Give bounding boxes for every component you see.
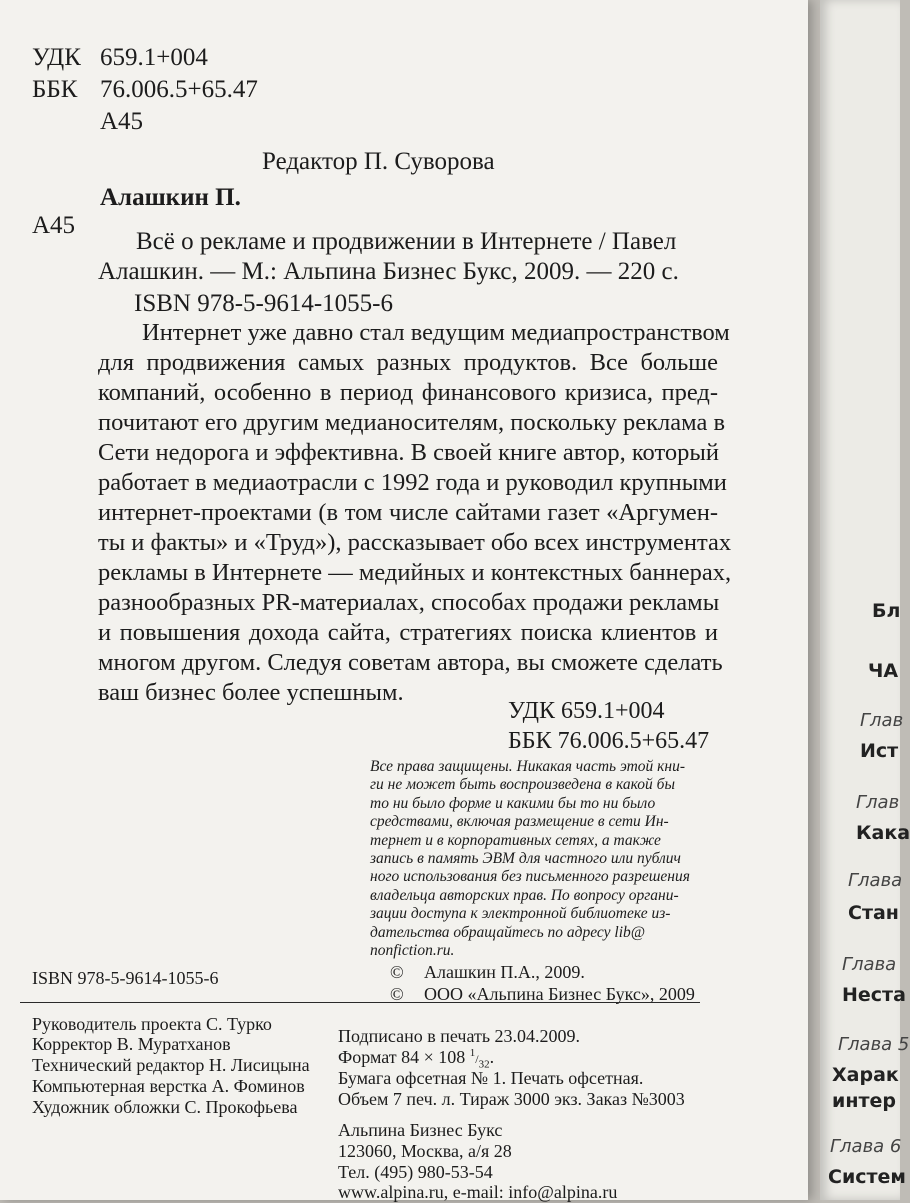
credit-line-4: Компьютерная верстка А. Фоминов bbox=[32, 1076, 305, 1096]
right-page-item: Глава 5 bbox=[838, 1034, 910, 1055]
adjacent-page bbox=[820, 0, 910, 1200]
divider bbox=[20, 1002, 700, 1003]
annotation-line: и повышения дохода сайта, стратегиях поиска клиентов и bbox=[98, 619, 718, 646]
credit-line-1: Руководитель проекта С. Турко bbox=[32, 1014, 272, 1034]
print-format-suffix: . bbox=[489, 1047, 495, 1067]
right-page-item: Неста bbox=[842, 984, 906, 1006]
right-page-item: Глава bbox=[842, 954, 897, 975]
rights-line: Все права защищены. Никакая часть этой кни- bbox=[370, 758, 685, 775]
credit-line-5: Художник обложки С. Прокофьева bbox=[32, 1097, 298, 1117]
rights-line: владельца авторских прав. По вопросу органи- bbox=[370, 886, 679, 904]
copyright-symbol-2: © bbox=[390, 984, 404, 1004]
annotation-line: интернет-проектами (в том числе сайтами газет «Аргумен- bbox=[98, 499, 718, 526]
rights-line: то ни было форме и какими бы то ни было bbox=[370, 794, 656, 812]
annotation-line: разнообразных PR-материалах, способах продажи рекламы bbox=[98, 589, 720, 616]
author-mark: А45 bbox=[32, 212, 76, 239]
paper-info: Бумага офсетная № 1. Печать офсетная. bbox=[338, 1068, 644, 1088]
udk-label: УДК bbox=[32, 44, 81, 71]
udk-value: 659.1+004 bbox=[100, 44, 208, 71]
right-page-item: Харак bbox=[832, 1064, 899, 1086]
right-page-item: Глава bbox=[848, 870, 903, 891]
right-page-item: Глав bbox=[860, 710, 904, 731]
title-line-1: Всё о рекламе и продвижении в Интернете / Павел bbox=[136, 228, 677, 255]
print-format: Формат 84 × 108 $^1/_{32}$. bbox=[338, 1047, 495, 1071]
credit-line-3: Технический редактор Н. Лисицына bbox=[32, 1055, 310, 1075]
bottom-isbn: ISBN 978-5-9614-1055-6 bbox=[32, 968, 219, 988]
annotation-line: Сети недорога и эффективна. В своей книге автор, который bbox=[98, 439, 719, 466]
publisher-name: Альпина Бизнес Букс bbox=[338, 1120, 503, 1140]
annotation-line: для продвижения самых разных продуктов. Все больше bbox=[98, 349, 718, 376]
right-page-item: Бл bbox=[872, 600, 901, 622]
right-page-item: Ист bbox=[860, 740, 899, 762]
rights-line: средствами, включая размещение в сети Ин- bbox=[370, 813, 669, 831]
rights-line: ного использования без письменного разрешения bbox=[370, 868, 690, 886]
author-heading: Алашкин П. bbox=[100, 184, 241, 211]
right-page-item: интер bbox=[832, 1090, 896, 1112]
copyright-symbol-1: © bbox=[390, 962, 404, 982]
right-page-item: Систем bbox=[828, 1166, 906, 1188]
bbk-label: ББК bbox=[32, 76, 78, 103]
isbn-record: ISBN 978-5-9614-1055-6 bbox=[134, 290, 394, 317]
volume-info: Объем 7 печ. л. Тираж 3000 экз. Заказ №3003 bbox=[338, 1089, 685, 1109]
print-format-den: 32 bbox=[478, 1058, 490, 1071]
rights-line: nonfiction.ru. bbox=[370, 942, 455, 960]
rights-line: тернет и в корпоративных сетях, а также bbox=[370, 831, 661, 849]
author-mark-top: А45 bbox=[100, 108, 144, 135]
right-page-item: ЧА bbox=[868, 660, 899, 682]
credit-line-2: Корректор В. Муратханов bbox=[32, 1034, 231, 1054]
publisher-phone: Тел. (495) 980-53-54 bbox=[338, 1162, 493, 1182]
print-format-prefix: Формат 84 × 108 bbox=[338, 1047, 466, 1067]
annotation-line: компаний, особенно в период финансового кризиса, пред- bbox=[98, 379, 718, 406]
annotation-line: почитают его другим медианосителям, поскольку реклама в bbox=[98, 409, 726, 436]
right-page-item: Кака bbox=[856, 822, 910, 844]
annotation-line: работает в медиаотрасли с 1992 года и руководил крупными bbox=[98, 469, 727, 496]
right-page-item: Глава 6 bbox=[830, 1136, 902, 1157]
publisher-web: www.alpina.ru, e-mail: info@alpina.ru bbox=[338, 1182, 618, 1202]
editor-line: Редактор П. Суворова bbox=[262, 148, 495, 175]
annotation-line: Интернет уже давно стал ведущим медиапространством bbox=[142, 319, 730, 346]
publisher-address: 123060, Москва, а/я 28 bbox=[338, 1141, 512, 1161]
annotation-line: ты и факты» и «Труд»), рассказывает обо всех инструментах bbox=[98, 529, 732, 556]
annotation-line: ваш бизнес более успешным. bbox=[98, 679, 404, 706]
title-line-2: Алашкин. — М.: Альпина Бизнес Букс, 2009. — 220 с. bbox=[98, 258, 679, 285]
rights-line: дательства обращайтесь по адресу lib@ bbox=[370, 923, 646, 941]
print-format-num: 1 bbox=[469, 1047, 476, 1059]
signed-to-print: Подписано в печать 23.04.2009. bbox=[338, 1026, 581, 1046]
annotation bbox=[98, 318, 732, 708]
copyright-author: Алашкин П.А., 2009. bbox=[424, 962, 585, 982]
copyright-publisher: ООО «Альпина Бизнес Букс», 2009 bbox=[424, 984, 695, 1004]
rights-line: запись в память ЭВМ для частного или публич bbox=[370, 850, 681, 868]
rights-line: зации доступа к электронной библиотеке из- bbox=[370, 905, 671, 923]
right-page-item: Глав bbox=[856, 792, 900, 813]
rights-line: ги не может быть воспроизведена в какой бы bbox=[370, 776, 675, 794]
bbk-value: 76.006.5+65.47 bbox=[100, 76, 258, 103]
rights-notice bbox=[370, 758, 710, 960]
annotation-line: рекламы в Интернете — медийных и контекстных баннерах, bbox=[98, 559, 732, 586]
udk-repeat: УДК 659.1+004 bbox=[508, 698, 665, 724]
bbk-repeat: ББК 76.006.5+65.47 bbox=[508, 728, 710, 754]
annotation-line: многом другом. Следуя советам автора, вы сможете сделать bbox=[98, 649, 723, 676]
right-page-item: Стан bbox=[848, 902, 899, 924]
